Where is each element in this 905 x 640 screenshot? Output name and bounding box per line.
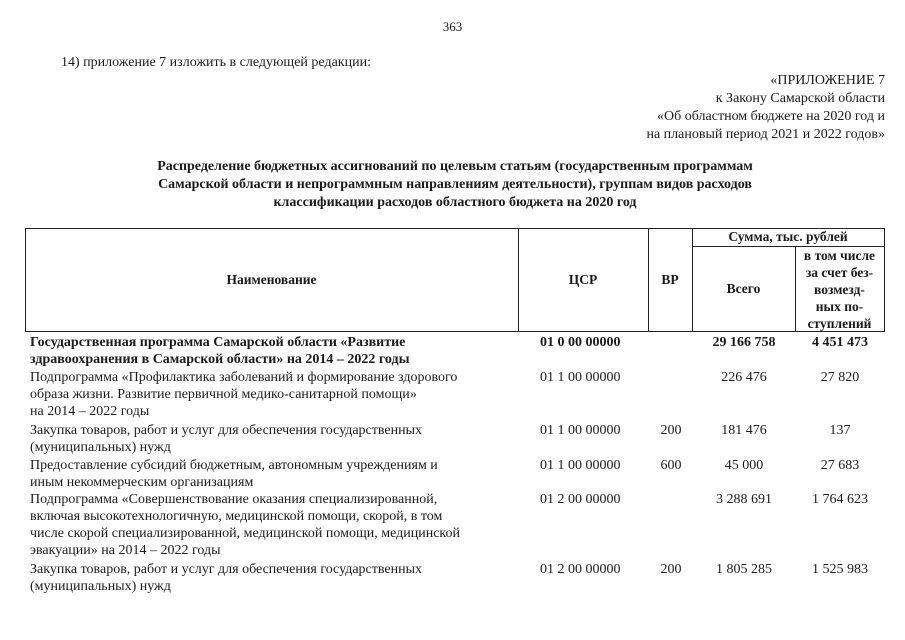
row-name [30, 491, 515, 559]
intro-text: 14) приложение 7 изложить в следующей редакции: [61, 55, 371, 70]
header-free [795, 247, 884, 332]
title-line: Самарской области и непрограммным направлениям деятельности), группам видов расходов [158, 177, 752, 192]
document-title [90, 158, 820, 212]
row-name-line: Подпрограмма «Совершенствование оказания специализированной, [30, 492, 438, 507]
annex-line: «Об областном бюджете на 2020 год и [657, 109, 885, 124]
row-free: 27 683 [820, 458, 860, 473]
page-number: 363 [442, 19, 463, 34]
row-name-line: (муниципальных) нужд [30, 440, 171, 455]
row-name-line: Закупка товаров, работ и услуг для обеспечения государственных [30, 423, 423, 438]
header-csr: ЦСР [568, 272, 598, 287]
header-free-line: в том числе [803, 248, 876, 263]
row-total: 1 805 285 [716, 562, 772, 577]
row-name-line: образа жизни. Развитие первичной медико-санитарной помощи» [30, 387, 417, 402]
row-total: 226 476 [721, 370, 767, 385]
row-free: 27 820 [820, 370, 860, 385]
row-csr: 01 2 00 00000 [540, 562, 621, 577]
row-total: 45 000 [724, 458, 764, 473]
header-right-border [884, 228, 885, 332]
row-total: 3 288 691 [716, 492, 772, 507]
row-name [30, 561, 515, 595]
annex-block [646, 72, 885, 144]
annex-line: на плановый период 2021 и 2022 годов» [646, 127, 885, 142]
row-csr: 01 1 00 00000 [540, 458, 621, 473]
row-vr: 600 [660, 458, 682, 473]
row-name-line: Предоставление субсидий бюджетным, автономным учреждениям и [30, 458, 438, 473]
row-name-line: числе скорой специализированной, медицинской помощи, медицинской [30, 526, 461, 541]
row-name-line: включая высокотехнологичную, медицинской помощи, скорой, в том [30, 509, 443, 524]
row-name-line: (муниципальных) нужд [30, 579, 171, 594]
header-total: Всего [726, 281, 761, 296]
header-free-line: ступлений [807, 316, 872, 331]
row-vr: 200 [660, 562, 682, 577]
row-free: 1 525 983 [812, 562, 868, 577]
row-name-line: Закупка товаров, работ и услуг для обеспечения государственных [30, 562, 423, 577]
row-name [30, 422, 515, 456]
row-csr: 01 1 00 00000 [540, 423, 621, 438]
row-name [30, 334, 515, 368]
row-name-line: здравоохранения в Самарской области» на 2014 – 2022 годы [30, 352, 410, 367]
header-free-line: возмезд- [814, 282, 865, 297]
row-name-line: Подпрограмма «Профилактика заболеваний и формирование здорового [30, 370, 458, 385]
row-vr: 200 [660, 423, 682, 438]
row-free: 4 451 473 [812, 335, 868, 350]
row-name [30, 369, 515, 420]
header-bottom-border [25, 331, 885, 332]
row-name-line: на 2014 – 2022 годы [30, 404, 150, 419]
annex-line: к Закону Самарской области [715, 91, 885, 106]
title-line: классификации расходов областного бюджета на 2020 год [273, 195, 637, 210]
row-total: 29 166 758 [712, 335, 776, 350]
title-line: Распределение бюджетных ассигнований по целевым статьям (государственным программам [157, 159, 753, 174]
header-sum: Сумма, тыс. рублей [728, 229, 848, 244]
header-vr: ВР [661, 272, 679, 287]
header-free-line: за счет без- [805, 265, 874, 280]
header-free-line: ных по- [815, 299, 864, 314]
row-name-line: Государственная программа Самарской области «Развитие [30, 335, 406, 350]
row-csr: 01 1 00 00000 [540, 370, 621, 385]
row-name-line: эвакуации» на 2014 – 2022 годы [30, 543, 221, 558]
row-csr: 01 2 00 00000 [540, 492, 621, 507]
row-free: 137 [829, 423, 851, 438]
row-csr: 01 0 00 00000 [540, 335, 621, 350]
row-free: 1 764 623 [812, 492, 868, 507]
row-total: 181 476 [721, 423, 767, 438]
row-name-line: иным некоммерческим организациям [30, 475, 254, 490]
row-name [30, 457, 515, 491]
header-name: Наименование [226, 272, 317, 287]
annex-line: «ПРИЛОЖЕНИЕ 7 [770, 73, 885, 88]
